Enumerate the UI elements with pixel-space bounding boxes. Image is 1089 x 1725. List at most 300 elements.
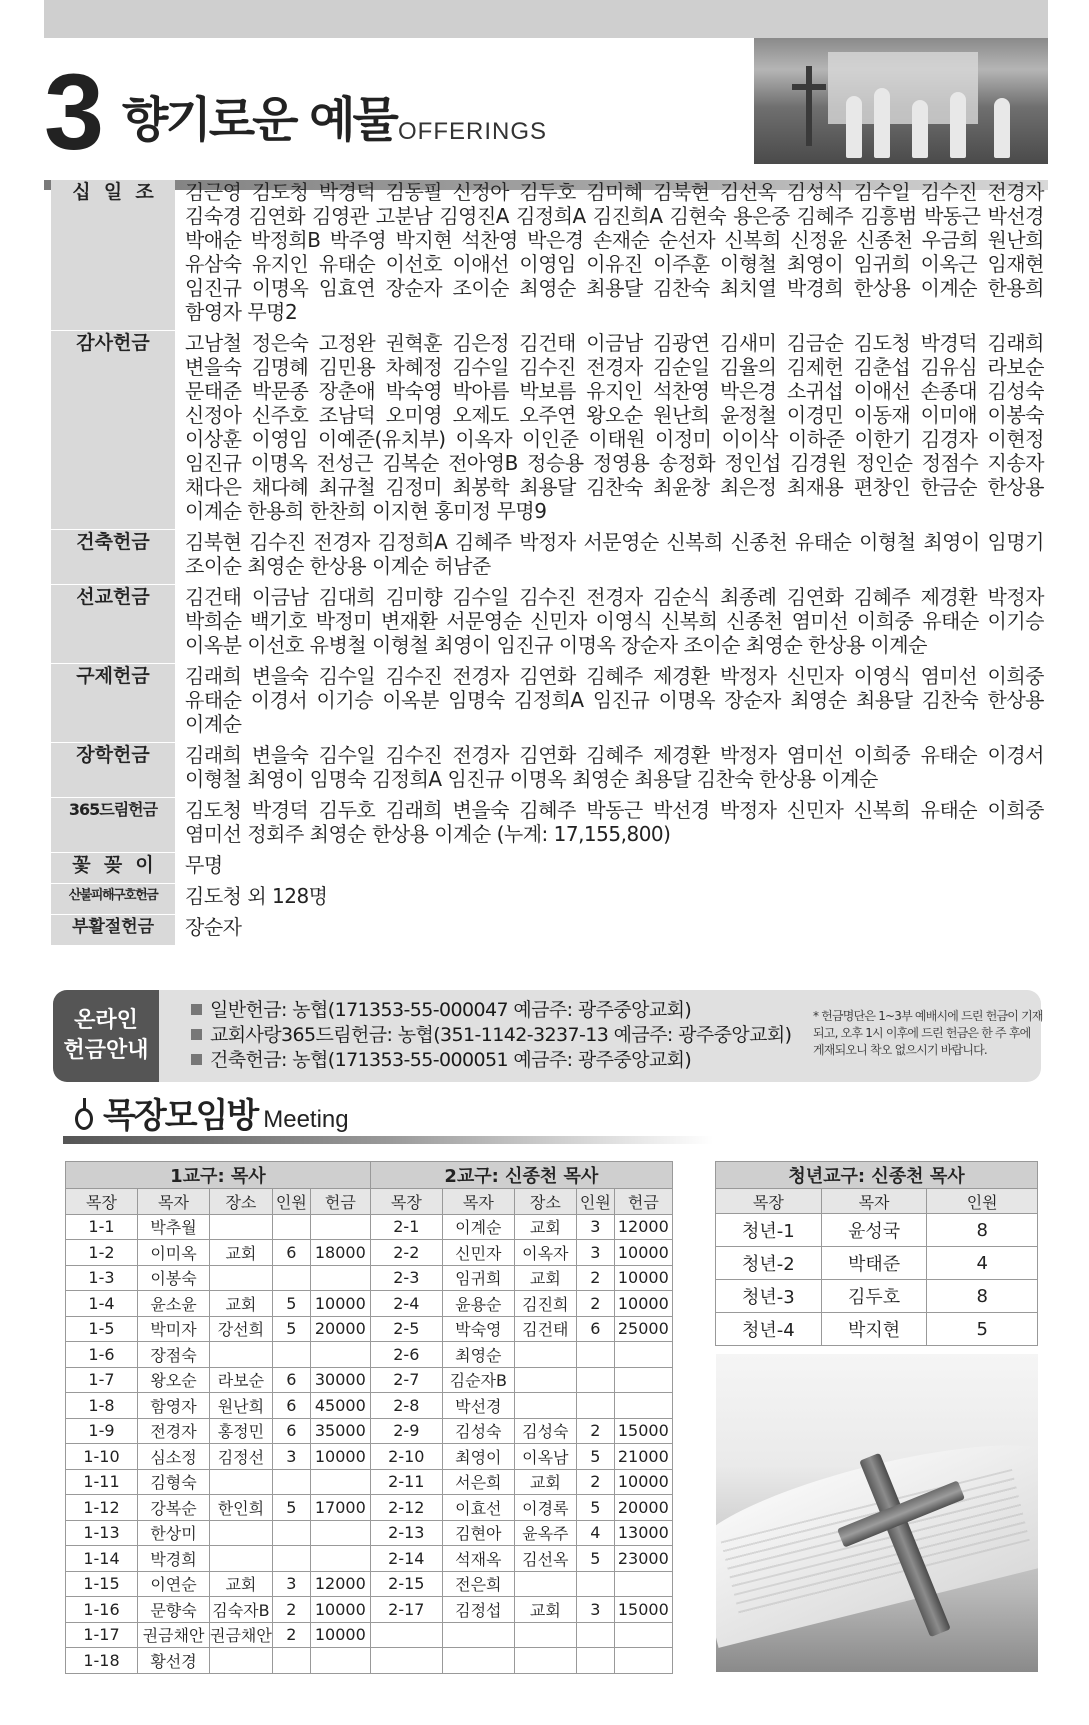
- offering-label: 십 일 조: [51, 180, 175, 330]
- table-cell: 6: [272, 1367, 310, 1393]
- table-cell: 6: [272, 1393, 310, 1419]
- district1-title: 1교구: 목사: [66, 1162, 371, 1189]
- youth-rows: [716, 1214, 1038, 1346]
- table-cell: 5: [576, 1495, 614, 1521]
- bank-account-line: [191, 1023, 791, 1048]
- table-cell: 1-14: [66, 1546, 138, 1572]
- table-cell: 20000: [310, 1316, 370, 1342]
- table-cell: 왕오순: [138, 1367, 210, 1393]
- table-cell: [210, 1469, 273, 1495]
- offering-row-365-dream: [51, 798, 1048, 853]
- bank-account-list: [191, 998, 791, 1073]
- table-cell: 10000: [310, 1444, 370, 1470]
- table-cell: 윤소윤: [138, 1291, 210, 1317]
- table-cell: 5: [272, 1495, 310, 1521]
- table-cell: 1-2: [66, 1240, 138, 1266]
- table-cell: 10000: [614, 1469, 672, 1495]
- table-cell: [272, 1342, 310, 1368]
- table-cell: [442, 1648, 514, 1674]
- table-cell: 문향숙: [138, 1597, 210, 1623]
- table-cell: 이옥자: [514, 1240, 576, 1266]
- youth-district-title: 청년교구: 신종천 목사: [716, 1162, 1038, 1189]
- table-cell: 2-13: [370, 1520, 442, 1546]
- youth-meeting-table: [715, 1161, 1038, 1346]
- table-cell: 5: [272, 1291, 310, 1317]
- bible-cross-photo: [716, 1354, 1038, 1672]
- offerings-list: [51, 180, 1048, 946]
- table-cell: 5: [927, 1313, 1038, 1346]
- table-row: [66, 1469, 673, 1495]
- table-cell: 25000: [614, 1316, 672, 1342]
- table-cell: 2-9: [370, 1418, 442, 1444]
- table-cell: [310, 1342, 370, 1368]
- table-cell: 45000: [310, 1393, 370, 1419]
- table-cell: 청년-1: [716, 1214, 822, 1247]
- table-cell: 6: [576, 1316, 614, 1342]
- table-cell: 2: [272, 1622, 310, 1648]
- table-cell: 2-7: [370, 1367, 442, 1393]
- table-cell: 권금채안: [138, 1622, 210, 1648]
- offering-names: 김북현 김수진 전경자 김정희A 김혜주 박정자 서문영순 신복희 신종천 유태순 이형철 최영이 임명기 조이순 최영순 한상용 이계순 허남준: [185, 530, 1044, 578]
- table-row: [66, 1240, 673, 1266]
- district2-title: 2교구: 신종천 목사: [370, 1162, 672, 1189]
- table-cell: 김성숙: [442, 1418, 514, 1444]
- online-offering-info: [53, 990, 1041, 1082]
- offering-row-mission: [51, 585, 1048, 664]
- meeting-rows: [66, 1214, 673, 1673]
- table-cell: 김진희: [514, 1291, 576, 1317]
- table-cell: 전경자: [138, 1418, 210, 1444]
- table-cell: 박추월: [138, 1214, 210, 1240]
- table-cell: 전은희: [442, 1571, 514, 1597]
- offering-row-building: [51, 530, 1048, 585]
- column-header: 목장: [370, 1189, 442, 1215]
- table-cell: 박경희: [138, 1546, 210, 1572]
- table-cell: 교회: [210, 1571, 273, 1597]
- table-cell: 2: [576, 1291, 614, 1317]
- offering-names: 김래희 변을숙 김수일 김수진 전경자 김연화 김혜주 제경환 박정자 염미선 이희중 유태순 이경서 이형철 최영이 임명숙 김정희A 임진규 이명옥 최영순 최용달 김찬숙 한상용 이계순: [185, 743, 1044, 791]
- table-cell: 교회: [514, 1469, 576, 1495]
- section-title: 향기로운 예물: [122, 92, 396, 148]
- table-cell: [210, 1265, 273, 1291]
- offering-names: 무명: [185, 853, 223, 877]
- photo-dancer-shape: [874, 88, 890, 158]
- table-cell: 2-14: [370, 1546, 442, 1572]
- table-cell: 원난희: [210, 1393, 273, 1419]
- table-cell: [272, 1265, 310, 1291]
- table-cell: 12000: [310, 1571, 370, 1597]
- section-subtitle: OFFERINGS: [398, 118, 548, 145]
- table-cell: [614, 1393, 672, 1419]
- offering-label: 꽃 꽂 이: [51, 853, 175, 883]
- offering-label: 장학헌금: [51, 743, 175, 797]
- table-cell: 2-1: [370, 1214, 442, 1240]
- table-cell: 2: [576, 1265, 614, 1291]
- table-cell: 2-2: [370, 1240, 442, 1266]
- table-cell: 박지현: [821, 1313, 927, 1346]
- bank-account-text: 교회사랑365드림헌금: 농협(351-1142-3237-13 예금주: 광주중앙교회): [210, 1024, 792, 1046]
- offering-note: * 헌금명단은 1~3부 예배시에 드린 헌금이 기재되고, 오후 1시 이후에 드린 헌금은 한 주 후에 게재되오니 착오 없으시기 바랍니다.: [813, 1009, 1043, 1057]
- table-cell: 8: [927, 1214, 1038, 1247]
- column-header: 인원: [272, 1189, 310, 1215]
- offering-names: 김래희 변을숙 김수일 김수진 전경자 김연화 김혜주 제경환 박정자 신민자 이영식 염미선 이희중 유태순 이경서 이기승 이옥분 임명숙 김정희A 임진규 이명옥 장순자 최영순 최용달 김찬숙 한상용 이계순: [185, 664, 1044, 736]
- table-cell: 1-15: [66, 1571, 138, 1597]
- table-cell: 이미옥: [138, 1240, 210, 1266]
- bank-account-line: [191, 1048, 791, 1073]
- table-cell: 청년-2: [716, 1247, 822, 1280]
- table-cell: 교회: [210, 1291, 273, 1317]
- table-cell: 4: [927, 1247, 1038, 1280]
- table-cell: 2-3: [370, 1265, 442, 1291]
- table-cell: 교회: [514, 1265, 576, 1291]
- table-cell: 이연순: [138, 1571, 210, 1597]
- table-cell: 이경록: [514, 1495, 576, 1521]
- table-cell: 8: [927, 1280, 1038, 1313]
- table-cell: 5: [576, 1444, 614, 1470]
- offering-label: 부활절헌금: [51, 915, 175, 945]
- table-cell: 김현아: [442, 1520, 514, 1546]
- table-cell: [514, 1648, 576, 1674]
- table-row: [716, 1214, 1038, 1247]
- top-banner-bar: [44, 0, 1048, 38]
- table-cell: 청년-3: [716, 1280, 822, 1313]
- meeting-title: 목장모임방: [103, 1096, 258, 1136]
- offering-names: 고남철 정은숙 고정완 권혁훈 김은정 김건태 이금남 김광연 김새미 김금순 김도청 박경덕 김래희 변을숙 김명혜 김민용 차혜정 김수일 김수진 전경자 김순일 김율의 김제헌 김춘섭 김유심 라보순 문태준 박문종 장춘애 박숙영 박아름 박보름 유지인 석찬영 박은경 소귀섭 이애선 손종대 김성숙 신정아 신주호 조남덕 오미영 오제도 오주연 왕오순 원난희 윤정철 이경민 이동재 이미애 이봉숙 이상훈 이영임 이예준(유치부) 이옥자 이인준 이태원 이정미 이이삭 이하준 이한기 김경자 이현정 임진규 이명옥 전성근 김복순 전아영B 정승용 정영용 송정화 정인섭 김경원 정인순 정점수 지송자 채다은 채다혜 최규철 김정미 최봉학 최용달 김찬숙 최윤창 최은정 최재용 편창인 한금순 한상용 이계순 한용희 한찬희 이지현 홍미정 무명9: [185, 331, 1044, 523]
- table-cell: [210, 1520, 273, 1546]
- online-label-line2: 헌금안내: [63, 1038, 149, 1063]
- table-cell: 1-13: [66, 1520, 138, 1546]
- column-header: 헌금: [310, 1189, 370, 1215]
- table-cell: [272, 1546, 310, 1572]
- table-cell: [272, 1469, 310, 1495]
- photo-dancer-shape: [846, 96, 862, 158]
- offering-names: 김도청 박경덕 김두호 김래희 변을숙 김혜주 박동근 박선경 박정자 신민자 신복희 유태순 이희중 염미선 정회주 최영순 한상용 이계순 (누계: 17,155,800): [185, 798, 1044, 846]
- table-cell: 이봉숙: [138, 1265, 210, 1291]
- table-cell: 2-6: [370, 1342, 442, 1368]
- table-cell: 1-17: [66, 1622, 138, 1648]
- table-cell: 3: [576, 1214, 614, 1240]
- table-row: [66, 1520, 673, 1546]
- table-cell: 신민자: [442, 1240, 514, 1266]
- table-cell: 이옥남: [514, 1444, 576, 1470]
- table-cell: 김순자B: [442, 1367, 514, 1393]
- table-cell: [576, 1393, 614, 1419]
- table-cell: 김두호: [821, 1280, 927, 1313]
- table-cell: 10000: [614, 1240, 672, 1266]
- offering-names: 김근영 김도청 박경덕 김동필 신정아 김두호 김미혜 김북현 김선옥 김성식 김수일 김수진 전경자 김숙경 김연화 김영관 고분남 김영진A 김정희A 김진희A 김현숙 용은중 김혜주 김흥범 박동근 박선경 박애순 박정희B 박주영 박지현 석찬영 박은경 손재순 순선자 신복희 신정윤 신종천 우금희 원난희 유삼숙 유지인 유태순 이선호 이애선 이영임 이유진 이주훈 이형철 최영이 임귀희 이옥근 임재현 임진규 이명옥 임효연 장순자 조이순 최영순 최용달 김찬숙 최치열 박경희 한상용 이계순 한용희 함영자 무명2: [185, 180, 1044, 324]
- table-row: [66, 1418, 673, 1444]
- table-cell: 최영순: [442, 1342, 514, 1368]
- table-cell: 이계순: [442, 1214, 514, 1240]
- table-cell: [272, 1214, 310, 1240]
- table-cell: 강선희: [210, 1316, 273, 1342]
- column-header: 목장: [716, 1189, 822, 1214]
- table-cell: [576, 1342, 614, 1368]
- table-cell: [514, 1342, 576, 1368]
- table-row: [716, 1247, 1038, 1280]
- table-cell: 23000: [614, 1546, 672, 1572]
- offering-row-flowers: [51, 853, 1048, 884]
- table-cell: 3: [272, 1571, 310, 1597]
- table-cell: 1-12: [66, 1495, 138, 1521]
- section-number: 3: [44, 51, 101, 172]
- table-cell: 1-3: [66, 1265, 138, 1291]
- table-cell: 2-15: [370, 1571, 442, 1597]
- table-row: [716, 1280, 1038, 1313]
- table-cell: 13000: [614, 1520, 672, 1546]
- table-cell: [614, 1648, 672, 1674]
- table-cell: 1-4: [66, 1291, 138, 1317]
- table-cell: [310, 1546, 370, 1572]
- table-row: [66, 1571, 673, 1597]
- column-header: 장소: [514, 1189, 576, 1215]
- table-cell: [272, 1520, 310, 1546]
- table-cell: 교회: [514, 1597, 576, 1623]
- table-row: [66, 1265, 673, 1291]
- table-cell: 1-5: [66, 1316, 138, 1342]
- table-cell: [310, 1265, 370, 1291]
- table-cell: 5: [576, 1546, 614, 1572]
- table-cell: 한상미: [138, 1520, 210, 1546]
- table-cell: 4: [576, 1520, 614, 1546]
- table-cell: 6: [272, 1240, 310, 1266]
- table-cell: [514, 1367, 576, 1393]
- photo-dancer-shape: [994, 98, 1010, 158]
- table-cell: [514, 1622, 576, 1648]
- offering-label: 365드림헌금: [51, 798, 175, 852]
- table-row: [66, 1214, 673, 1240]
- table-cell: 10000: [310, 1597, 370, 1623]
- table-row: [66, 1316, 673, 1342]
- photo-dancer-shape: [950, 92, 966, 158]
- table-cell: [614, 1622, 672, 1648]
- table-cell: [614, 1571, 672, 1597]
- table-cell: 1-7: [66, 1367, 138, 1393]
- table-cell: 임귀희: [442, 1265, 514, 1291]
- online-label-line1: 온라인: [74, 1008, 138, 1033]
- online-offering-badge: [53, 990, 159, 1082]
- table-cell: 2-5: [370, 1316, 442, 1342]
- section-header: [44, 38, 1048, 190]
- table-cell: 이효선: [442, 1495, 514, 1521]
- table-cell: 김선옥: [514, 1546, 576, 1572]
- table-cell: 1-18: [66, 1648, 138, 1674]
- table-cell: 15000: [614, 1597, 672, 1623]
- table-cell: 2-8: [370, 1393, 442, 1419]
- table-cell: 심소정: [138, 1444, 210, 1470]
- table-cell: 김형숙: [138, 1469, 210, 1495]
- table-cell: 10000: [614, 1291, 672, 1317]
- table-cell: 1-1: [66, 1214, 138, 1240]
- table-cell: [210, 1214, 273, 1240]
- table-cell: 1-8: [66, 1393, 138, 1419]
- table-cell: 박숙영: [442, 1316, 514, 1342]
- table-cell: 홍정민: [210, 1418, 273, 1444]
- offering-row-relief: [51, 664, 1048, 743]
- district-meeting-table: [65, 1161, 673, 1674]
- table-cell: 박태준: [821, 1247, 927, 1280]
- table-cell: 윤성국: [821, 1214, 927, 1247]
- table-cell: 6: [272, 1418, 310, 1444]
- table-cell: 함영자: [138, 1393, 210, 1419]
- column-header: 목자: [442, 1189, 514, 1215]
- table-cell: 30000: [310, 1367, 370, 1393]
- meeting-header: [63, 1094, 713, 1144]
- square-bullet-icon: [191, 1004, 202, 1015]
- table-cell: [370, 1622, 442, 1648]
- table-cell: 21000: [614, 1444, 672, 1470]
- table-cell: 석재옥: [442, 1546, 514, 1572]
- meeting-subtitle: Meeting: [263, 1106, 349, 1133]
- bank-account-line: [191, 998, 791, 1023]
- column-header: 인원: [576, 1189, 614, 1215]
- offering-names: 장순자: [185, 915, 242, 939]
- table-cell: [272, 1648, 310, 1674]
- table-cell: 3: [576, 1597, 614, 1623]
- bank-account-text: 건축헌금: 농협(171353-55-000051 예금주: 광주중앙교회): [210, 1049, 692, 1071]
- column-header: 목자: [138, 1189, 210, 1215]
- offering-label: 산불피해구호헌금: [51, 884, 175, 914]
- table-cell: 2-12: [370, 1495, 442, 1521]
- table-cell: 20000: [614, 1495, 672, 1521]
- offering-label: 선교헌금: [51, 585, 175, 663]
- table-cell: 2-11: [370, 1469, 442, 1495]
- table-cell: 한인희: [210, 1495, 273, 1521]
- table-cell: [210, 1648, 273, 1674]
- column-header: 헌금: [614, 1189, 672, 1215]
- offering-label: 감사헌금: [51, 331, 175, 529]
- offering-row-tithe: [51, 180, 1048, 331]
- offering-names: 김건태 이금남 김대희 김미향 김수일 김수진 전경자 김순식 최종례 김연화 김혜주 제경환 박정자 박희순 백기호 박정미 변재환 서문영순 신민자 이영식 신복희 신종천 염미선 이희중 유태순 이기승 이옥분 이선호 유병철 이형철 최영이 임진규 이명옥 장순자 조이순 최영순 한상용 이계순: [185, 585, 1044, 657]
- table-cell: 교회: [514, 1214, 576, 1240]
- table-cell: [310, 1648, 370, 1674]
- table-cell: [614, 1342, 672, 1368]
- meeting-underline: [63, 1136, 713, 1144]
- table-cell: 17000: [310, 1495, 370, 1521]
- table-cell: 2: [576, 1469, 614, 1495]
- table-row: [716, 1313, 1038, 1346]
- table-cell: [576, 1622, 614, 1648]
- table-cell: 1-6: [66, 1342, 138, 1368]
- offering-label: 구제헌금: [51, 664, 175, 742]
- table-cell: 35000: [310, 1418, 370, 1444]
- table-cell: [310, 1469, 370, 1495]
- youth-column-header-row: [716, 1189, 1038, 1214]
- table-cell: [514, 1393, 576, 1419]
- table-cell: 청년-4: [716, 1313, 822, 1346]
- photo-dancer-shape: [912, 100, 928, 158]
- table-cell: 2-4: [370, 1291, 442, 1317]
- table-cell: 10000: [614, 1265, 672, 1291]
- offering-row-wildfire-relief: [51, 884, 1048, 915]
- table-row: [66, 1291, 673, 1317]
- table-cell: 김숙자B: [210, 1597, 273, 1623]
- table-cell: 12000: [614, 1214, 672, 1240]
- table-cell: 교회: [210, 1240, 273, 1266]
- table-row: [66, 1342, 673, 1368]
- table-cell: 황선경: [138, 1648, 210, 1674]
- table-cell: 김성숙: [514, 1418, 576, 1444]
- square-bullet-icon: [191, 1029, 202, 1040]
- table-cell: 라보순: [210, 1367, 273, 1393]
- table-cell: 서은희: [442, 1469, 514, 1495]
- table-cell: 김건태: [514, 1316, 576, 1342]
- table-cell: [210, 1342, 273, 1368]
- table-row: [66, 1367, 673, 1393]
- table-cell: 2-17: [370, 1597, 442, 1623]
- table-cell: 18000: [310, 1240, 370, 1266]
- column-header: 목자: [821, 1189, 927, 1214]
- offering-row-scholarship: [51, 743, 1048, 798]
- table-cell: 최영이: [442, 1444, 514, 1470]
- table-cell: 윤옥주: [514, 1520, 576, 1546]
- table-cell: 10000: [310, 1622, 370, 1648]
- bank-account-text: 일반헌금: 농협(171353-55-000047 예금주: 광주중앙교회): [210, 999, 692, 1021]
- table-cell: [310, 1214, 370, 1240]
- table-row: [66, 1546, 673, 1572]
- table-cell: [514, 1571, 576, 1597]
- table-cell: 2-10: [370, 1444, 442, 1470]
- table-row: [66, 1648, 673, 1674]
- column-header: 장소: [210, 1189, 273, 1215]
- table-cell: 1-16: [66, 1597, 138, 1623]
- table-row: [66, 1495, 673, 1521]
- location-pin-icon: [75, 1108, 93, 1130]
- column-header-row: [66, 1189, 673, 1215]
- table-cell: 강복순: [138, 1495, 210, 1521]
- offering-row-thanks: [51, 331, 1048, 530]
- table-cell: 김정선: [210, 1444, 273, 1470]
- table-cell: 장점숙: [138, 1342, 210, 1368]
- offering-names: 김도청 외 128명: [185, 884, 328, 908]
- worship-dance-photo: [754, 38, 1048, 164]
- table-cell: 1-10: [66, 1444, 138, 1470]
- table-cell: 1-11: [66, 1469, 138, 1495]
- table-cell: [210, 1546, 273, 1572]
- table-cell: 1-9: [66, 1418, 138, 1444]
- table-cell: 김정섭: [442, 1597, 514, 1623]
- table-row: [66, 1622, 673, 1648]
- square-bullet-icon: [191, 1054, 202, 1065]
- table-cell: 권금채안: [210, 1622, 273, 1648]
- table-row: [66, 1444, 673, 1470]
- table-cell: 2: [576, 1418, 614, 1444]
- offering-label: 건축헌금: [51, 530, 175, 584]
- table-cell: 박선경: [442, 1393, 514, 1419]
- table-cell: [310, 1520, 370, 1546]
- table-cell: [576, 1571, 614, 1597]
- table-cell: [614, 1367, 672, 1393]
- table-cell: 15000: [614, 1418, 672, 1444]
- table-cell: [576, 1648, 614, 1674]
- table-cell: [370, 1648, 442, 1674]
- table-cell: 10000: [310, 1291, 370, 1317]
- meeting-title-block: [63, 1094, 357, 1138]
- column-header: 인원: [927, 1189, 1038, 1214]
- table-cell: [442, 1622, 514, 1648]
- offering-row-easter: [51, 915, 1048, 946]
- column-header: 목장: [66, 1189, 138, 1215]
- table-cell: 3: [576, 1240, 614, 1266]
- table-cell: 2: [272, 1597, 310, 1623]
- table-cell: [576, 1367, 614, 1393]
- table-row: [66, 1597, 673, 1623]
- table-cell: 윤용순: [442, 1291, 514, 1317]
- table-row: [66, 1393, 673, 1419]
- photo-cross-shape: [806, 66, 812, 146]
- table-cell: 박미자: [138, 1316, 210, 1342]
- table-cell: 3: [272, 1444, 310, 1470]
